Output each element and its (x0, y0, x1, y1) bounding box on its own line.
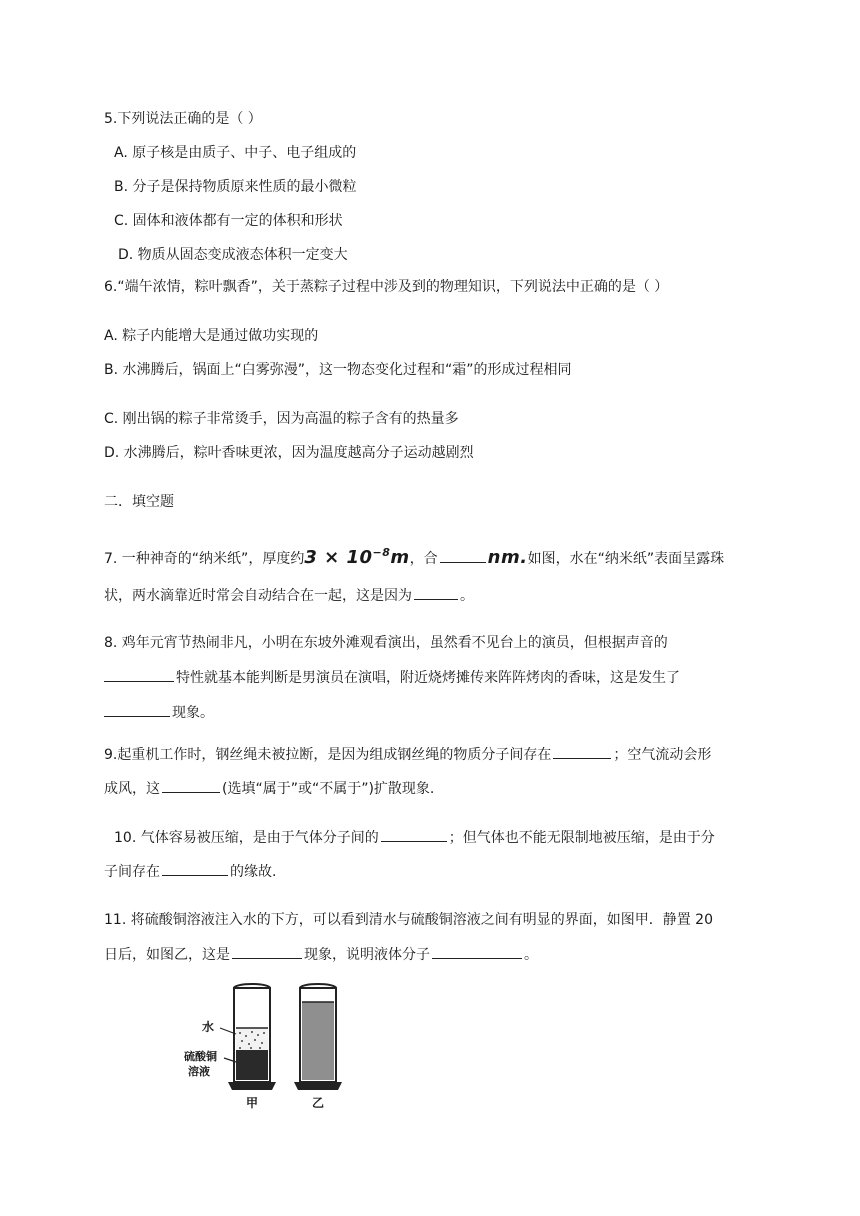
q10-blank-2[interactable] (162, 861, 228, 876)
q9-blank-2[interactable] (162, 778, 220, 793)
q11-line-2 (104, 944, 538, 965)
q5-option-d: D. 物质从固态变成液态体积一定变大 (118, 247, 348, 263)
section-title: 二．填空题 (104, 494, 174, 510)
caption-left: 甲 (246, 1096, 259, 1110)
q7-line-1 (104, 543, 724, 569)
q7-blank-2[interactable] (414, 585, 458, 600)
q6-option-d: D. 水沸腾后，粽叶香味更浓，因为温度越高分子运动越剧烈 (104, 445, 474, 461)
q8-line-2 (104, 667, 680, 688)
q6-option-a: A. 粽子内能增大是通过做功实现的 (104, 328, 319, 344)
q9-text-3: 成风，这 (104, 781, 160, 797)
q7-text-1: 7. 一种神奇的“纳米纸”，厚度约 (104, 551, 305, 567)
q9-text-1: 9.起重机工作时，钢丝绳未被拉断，是因为组成钢丝绳的物质分子间存在 (104, 747, 552, 763)
q8-blank-2[interactable] (104, 702, 170, 717)
q11-text-2: 日后，如图乙，这是 (104, 947, 230, 963)
q9-text-4: (选填“属于”或“不属于”)扩散现象. (222, 781, 435, 797)
q10-text-3: 子间存在 (104, 864, 160, 880)
cylinder-left (228, 984, 276, 1090)
q7-formula-unit: m (390, 547, 410, 568)
q5-stem: 5.下列说法正确的是（ ） (104, 111, 262, 127)
cylinders-drawing (180, 978, 360, 1110)
cylinder-right (294, 984, 342, 1090)
q8-line-3 (104, 702, 214, 723)
q5-option-b: B. 分子是保持物质原来性质的最小微粒 (114, 179, 357, 195)
q11-blank-1[interactable] (232, 944, 302, 959)
q8-blank-1[interactable] (104, 667, 174, 682)
q5-option-c: C. 固体和液体都有一定的体积和形状 (114, 213, 343, 229)
q7-formula-base: 3 × 10 (304, 547, 373, 568)
caption-right: 乙 (312, 1096, 325, 1110)
q11-text-4: 。 (524, 947, 538, 963)
q9-line-2 (104, 778, 434, 799)
q5-option-a: A. 原子核是由质子、中子、电子组成的 (114, 145, 357, 161)
q11-line-1: 11. 将硫酸铜溶液注入水的下方，可以看到清水与硫酸铜溶液之间有明显的界面，如图甲．静置 20 (104, 912, 713, 928)
q7-text-4: 状，两水滴靠近时常会自动结合在一起，这是因为 (104, 588, 412, 604)
q8-line-1: 8. 鸡年元宵节热闹非凡，小明在东坡外滩观看演出，虽然看不见台上的演员，但根据声音的 (104, 635, 668, 651)
q10-line-2 (104, 861, 276, 882)
diffusion-figure (180, 978, 360, 1110)
label-solution-line-2: 溶液 (188, 1065, 210, 1078)
q7-unit-nm: nm. (487, 547, 528, 568)
q7-text-3: 如图，水在“纳米纸”表面呈露珠 (527, 551, 725, 567)
label-water: 水 (202, 1020, 215, 1034)
q7-formula-exponent: −8 (372, 546, 391, 559)
q7-formula (304, 547, 409, 568)
q9-line-1 (104, 744, 711, 765)
q7-blank-1[interactable] (440, 548, 486, 563)
label-solution-line-1: 硫酸铜 (184, 1050, 217, 1063)
q10-text-1: 10. 气体容易被压缩，是由于气体分子间的 (114, 830, 379, 846)
q10-blank-1[interactable] (381, 827, 447, 842)
q10-text-4: 的缘故. (230, 864, 277, 880)
q9-blank-1[interactable] (553, 744, 611, 759)
q8-text-2: 特性就基本能判断是男演员在演唱，附近烧烤摊传来阵阵烤肉的香味，这是发生了 (176, 670, 680, 686)
q7-line-2 (104, 585, 474, 606)
q6-stem: 6.“端午浓情，粽叶飘香”，关于蒸粽子过程中涉及到的物理知识，下列说法中正确的是（ ） (104, 279, 669, 295)
q6-option-b: B. 水沸腾后，锅面上“白雾弥漫”，这一物态变化过程和“霜”的形成过程相同 (104, 362, 572, 378)
q11-blank-2[interactable] (432, 944, 522, 959)
q10-text-2: ；但气体也不能无限制地被压缩，是由于分 (448, 830, 715, 846)
q10-line-1 (114, 827, 715, 848)
q9-text-2: ；空气流动会形 (613, 747, 712, 763)
q7-text-5: 。 (460, 588, 474, 604)
q6-option-c: C. 刚出锅的粽子非常烫手，因为高温的粽子含有的热量多 (104, 411, 459, 427)
q7-text-2: ，合 (409, 551, 438, 567)
q11-text-3: 现象，说明液体分子 (304, 947, 430, 963)
q8-text-3: 现象。 (172, 705, 214, 721)
